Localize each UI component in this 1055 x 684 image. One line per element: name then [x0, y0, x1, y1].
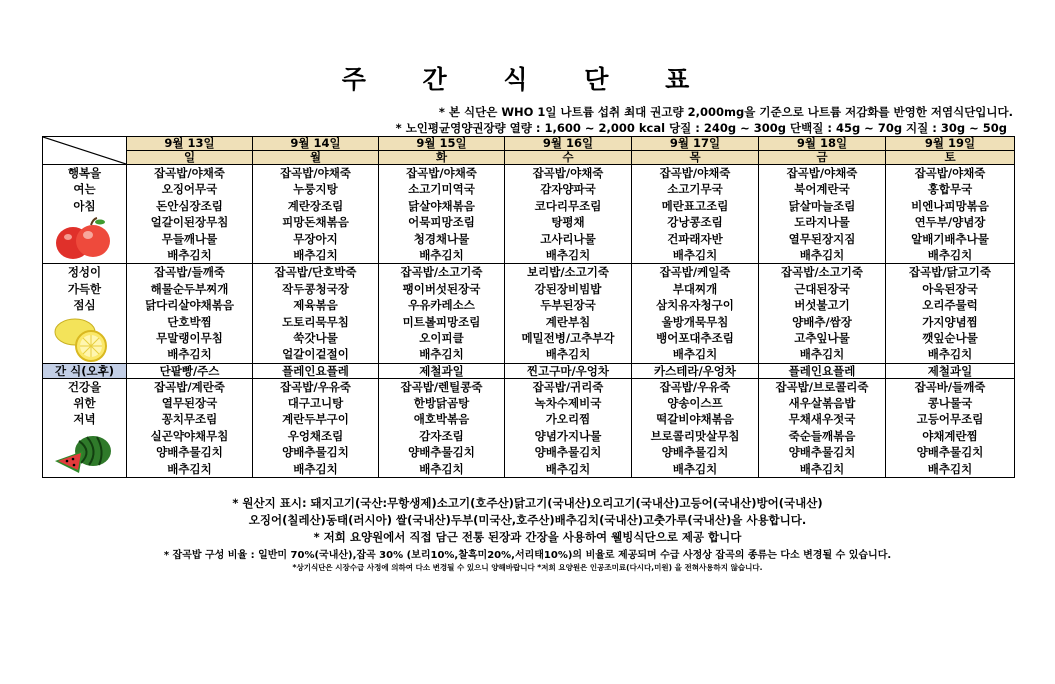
- menu-item: 배추김치: [672, 247, 718, 262]
- soy-note: * 저희 요양원에서 직접 담근 전통 된장과 간장을 사용하여 웰빙식단으로 제공 합니다: [313, 530, 742, 544]
- menu-item: 배추김치: [672, 347, 718, 362]
- menu-item: 무들깨나물: [161, 231, 218, 246]
- menu-item: 해물순두부찌개: [150, 281, 229, 296]
- menu-item: 잡곡밥/야채죽: [406, 166, 477, 180]
- menu-item: 배추김치: [799, 461, 845, 476]
- menu-item: 단호박찜: [167, 314, 212, 329]
- menu-item: 배추김치: [799, 347, 845, 362]
- menu-item: 얼갈이겉절이: [282, 347, 349, 362]
- disclaimer-note: *상기식단은 시장수급 사정에 의하여 다소 변경될 수 있으니 양해바랍니다 *저희 요양원은 인공조미료(다시다,미원) 을 전혀사용하지 않습니다.: [292, 563, 763, 572]
- menu-item: 배추김치: [927, 461, 973, 476]
- nutrition-note: * 노인평균영양권장량 열량 : 1,600 ~ 2,000 kcal 당질 : 240g ~ 300g 단백질 : 45g ~ 70g 지질 : 30g ~ 50g: [395, 121, 1007, 135]
- menu-item: 잡곡밥/야채죽: [914, 166, 986, 180]
- menu-item: 메란표고조림: [661, 198, 729, 213]
- menu-item: 죽순들깨볶음: [788, 428, 856, 443]
- menu-item: 무채새우젓국: [788, 412, 856, 427]
- menu-item: 잡곡밥/우유죽: [659, 379, 731, 394]
- menu-item: 돈안심장조림: [156, 198, 223, 213]
- dinner-day-cell: [886, 378, 1015, 477]
- dinner-day-cell: [632, 378, 759, 477]
- menu-item: 녹차수제비국: [534, 396, 602, 411]
- diagonal-line: [43, 137, 126, 164]
- menu-item: 배추김치: [545, 247, 591, 262]
- menu-item: 배추김치: [293, 247, 338, 262]
- dinner-day-cell: [759, 378, 886, 477]
- snack-cell: 제철과일: [379, 363, 505, 378]
- menu-item: 도토리묵무침: [282, 314, 349, 329]
- dinner-label: [43, 378, 127, 477]
- menu-item: 아욱된장국: [922, 281, 978, 296]
- date-cell: 9월 17일: [632, 137, 759, 151]
- menu-item: 콩나물국: [927, 396, 973, 411]
- menu-item: 잡곡밥/케일죽: [659, 265, 731, 280]
- breakfast-day-cell: [505, 165, 632, 264]
- menu-item: 우유카레소스: [408, 298, 475, 313]
- menu-item: 대구고니탕: [287, 396, 344, 411]
- weekday-cell: 토: [886, 151, 1015, 165]
- breakfast-day-cell: [632, 165, 759, 264]
- menu-item: 실곤약야채무침: [150, 428, 229, 443]
- menu-item: 잡곡밥/우유죽: [280, 379, 351, 394]
- snack-cell: 제철과일: [886, 363, 1015, 378]
- snack-row: [43, 363, 1015, 378]
- menu-item: 양배추/쌈장: [792, 314, 852, 329]
- menu-item: 건파래자반: [667, 231, 723, 246]
- menu-item: 한방닭곰탕: [413, 396, 470, 411]
- menu-item: 뱅어포대추조림: [656, 330, 734, 345]
- menu-item: 배추김치: [545, 347, 591, 362]
- menu-item: 누룽지탕: [293, 182, 338, 197]
- menu-item: 배추김치: [167, 461, 212, 476]
- dinner-row: [43, 378, 1015, 477]
- menu-item: 미트볼피망조림: [402, 314, 481, 329]
- menu-item: 양배추물김치: [408, 445, 475, 460]
- menu-item: 배추김치: [167, 247, 212, 262]
- menu-item: 잡곡밥/소고기죽: [781, 265, 863, 280]
- weekday-cell: 목: [632, 151, 759, 165]
- menu-item: 잡곡밥/닭고기죽: [909, 265, 991, 280]
- breakfast-label: [43, 165, 127, 264]
- lunch-day-cell: [759, 264, 886, 363]
- sodium-note: * 본 식단은 WHO 1일 나트륨 섭취 최대 권고량 2,000mg을 기준으로 나트륨 저감화를 반영한 저염식단입니다.: [438, 105, 1013, 119]
- date-cell: 9월 19일: [886, 137, 1015, 151]
- menu-item: 잡곡밥/야채죽: [532, 166, 604, 180]
- grain-note: * 잡곡밥 구성 비율 : 일반미 70%(국내산),잡곡 30% (보리10%,찰흑미20%,서리태10%)의 비율로 제공되며 수급 사정상 잡곡의 종류는 다소 변경될 수 있습니다.: [163, 550, 892, 561]
- menu-item: 탕평채: [551, 215, 585, 230]
- menu-item: 잡곡밥/단호박죽: [274, 265, 357, 280]
- menu-item: 고추잎나물: [794, 330, 850, 345]
- menu-item: 배추김치: [419, 347, 464, 362]
- menu-item: 감자양파국: [540, 182, 596, 197]
- menu-item: 잡곡밥/브로콜리죽: [775, 379, 869, 394]
- menu-item: 배추김치: [927, 347, 973, 362]
- menu-item: 부대찌개: [672, 281, 718, 296]
- menu-item: 배추김치: [799, 247, 845, 262]
- menu-item: 양배추물김치: [916, 445, 984, 460]
- menu-item: 브로콜리맛살무침: [650, 428, 740, 443]
- menu-item: 소고기미역국: [408, 182, 475, 197]
- menu-item: 고사리나물: [540, 231, 596, 246]
- meal-label-line: 정성이: [67, 265, 102, 280]
- menu-item: 피망돈채볶음: [282, 215, 349, 230]
- menu-item: 배추김치: [419, 461, 464, 476]
- menu-item: 배추김치: [927, 247, 973, 262]
- breakfast-row: [43, 165, 1015, 264]
- meal-label-line: 여는: [73, 182, 96, 197]
- menu-item: 배추김치: [672, 461, 718, 476]
- menu-item: 청경채나물: [413, 231, 470, 246]
- menu-item: 잡곡밥/귀리죽: [532, 379, 604, 394]
- menu-item: 울방개묵무침: [661, 314, 729, 329]
- watermelon-icon: [53, 431, 115, 475]
- menu-item: 어묵피망조림: [408, 215, 475, 230]
- menu-item: 가오리찜: [545, 412, 591, 427]
- menu-item: 배추김치: [419, 247, 464, 262]
- menu-item: 잡곡밥/야채죽: [280, 166, 351, 180]
- meal-label-line: 점심: [73, 298, 96, 313]
- lemon-icon: [53, 314, 115, 364]
- menu-item: 양배추물김치: [156, 445, 223, 460]
- menu-item: 팽이버섯된장국: [402, 281, 481, 296]
- date-cell: 9월 13일: [127, 137, 253, 151]
- menu-item: 오이피클: [419, 330, 464, 345]
- breakfast-day-cell: [379, 165, 505, 264]
- menu-item: 메밀전병/고추부각: [521, 330, 615, 345]
- weekday-cell: 월: [253, 151, 379, 165]
- menu-item: 닭살야채볶음: [408, 198, 475, 213]
- menu-item: 도라지나물: [794, 215, 850, 230]
- menu-item: 닭살마늘조림: [788, 198, 856, 213]
- page-title: 주 간 식 단 표: [341, 65, 714, 94]
- menu-item: 열무된장지짐: [788, 231, 856, 246]
- apple-icon: [53, 217, 115, 261]
- menu-item: 강낭콩조림: [667, 215, 723, 230]
- menu-item: 얼갈이된장무침: [150, 215, 229, 230]
- lunch-day-cell: [505, 264, 632, 363]
- meal-label-line: 가득한: [67, 281, 102, 296]
- weekday-cell: 화: [379, 151, 505, 165]
- menu-item: 소고기무국: [667, 182, 723, 197]
- menu-item: 양배추물김치: [534, 445, 602, 460]
- menu-item: 무장아지: [293, 231, 338, 246]
- menu-item: 북어계란국: [794, 182, 850, 197]
- menu-item: 꽁치무조림: [161, 412, 218, 427]
- menu-item: 잡곡밥/야채죽: [659, 166, 731, 180]
- menu-item: 애호박볶음: [413, 412, 470, 427]
- menu-item: 근대된장국: [794, 281, 850, 296]
- menu-item: 잡곡밥/야채죽: [154, 166, 225, 180]
- menu-item: 배추김치: [293, 461, 338, 476]
- menu-item: 삼치유자청구이: [656, 298, 734, 313]
- dinner-day-cell: [127, 378, 253, 477]
- dinner-day-cell: [379, 378, 505, 477]
- menu-item: 잡곡밥/렌틸콩죽: [400, 379, 483, 394]
- menu-item: 양배추물김치: [788, 445, 856, 460]
- menu-item: 깻잎순나물: [922, 330, 978, 345]
- lunch-row: [43, 264, 1015, 363]
- date-row: [43, 137, 1015, 151]
- origin-note-2: 오징어(칠레산)동태(러시아) 쌀(국내산)두부(미국산,호주산)배추김치(국내산)고춧가루(국내산)을 사용합니다.: [248, 513, 807, 527]
- corner-cell: [43, 137, 127, 165]
- meal-label-line: 행복을: [67, 166, 102, 180]
- snack-label: 간 식(오후): [43, 363, 127, 378]
- menu-item: 닭다리살야채볶음: [145, 298, 234, 313]
- menu-item: 보리밥/소고기죽: [527, 265, 609, 280]
- weekday-cell: 일: [127, 151, 253, 165]
- snack-cell: 찐고구마/우엉차: [505, 363, 632, 378]
- menu-item: 계란장조림: [287, 198, 344, 213]
- menu-item: 야채계란찜: [922, 428, 978, 443]
- menu-item: 오징어무국: [161, 182, 218, 197]
- menu-item: 가지양념찜: [922, 314, 978, 329]
- weekday-cell: 금: [759, 151, 886, 165]
- meal-label-line: 위한: [73, 396, 96, 411]
- menu-item: 배추김치: [167, 347, 212, 362]
- lunch-day-cell: [886, 264, 1015, 363]
- menu-item: 버섯불고기: [794, 298, 850, 313]
- menu-item: 우엉채조림: [287, 428, 344, 443]
- weekday-row: [43, 151, 1015, 165]
- snack-cell: 단팥빵/주스: [127, 363, 253, 378]
- snack-cell: 플레인요플레: [759, 363, 886, 378]
- menu-item: 양념가지나물: [534, 428, 602, 443]
- date-cell: 9월 14일: [253, 137, 379, 151]
- menu-item: 새우살볶음밥: [788, 396, 856, 411]
- menu-item: 배추김치: [545, 461, 591, 476]
- breakfast-day-cell: [886, 165, 1015, 264]
- menu-item: 오리주물럭: [922, 298, 978, 313]
- menu-item: 알배기배추나물: [911, 231, 989, 246]
- weekly-menu-table: [42, 136, 1015, 478]
- meal-label-line: 아침: [73, 198, 96, 213]
- menu-item: 고등어무조림: [916, 412, 984, 427]
- menu-item: 계란부침: [545, 314, 591, 329]
- meal-label-line: 건강을: [67, 379, 102, 394]
- dinner-day-cell: [253, 378, 379, 477]
- menu-item: 양송이스프: [667, 396, 723, 411]
- lunch-day-cell: [253, 264, 379, 363]
- menu-item: 열무된장국: [161, 396, 218, 411]
- breakfast-day-cell: [127, 165, 253, 264]
- menu-item: 작두콩청국장: [282, 281, 349, 296]
- menu-item: 쑥갓나물: [293, 330, 338, 345]
- menu-item: 코다리무조림: [534, 198, 602, 213]
- breakfast-day-cell: [759, 165, 886, 264]
- menu-item: 잡곡밥/야채죽: [786, 166, 858, 180]
- menu-item: 연두부/양념장: [914, 215, 986, 230]
- menu-item: 두부된장국: [540, 298, 596, 313]
- menu-item: 양배추물김치: [282, 445, 349, 460]
- menu-item: 제육볶음: [293, 298, 338, 313]
- menu-item: 양배추물김치: [661, 445, 729, 460]
- lunch-day-cell: [632, 264, 759, 363]
- meal-label-line: 저녁: [73, 412, 96, 427]
- lunch-day-cell: [379, 264, 505, 363]
- date-cell: 9월 18일: [759, 137, 886, 151]
- menu-item: 잡곡밥/들깨죽: [154, 265, 225, 280]
- breakfast-day-cell: [253, 165, 379, 264]
- lunch-day-cell: [127, 264, 253, 363]
- origin-note: * 원산지 표시: 돼지고기(국산:무항생제)소고기(호주산)닭고기(국내산)오리고기(국내산)고등어(국내산)방어(국내산): [232, 496, 823, 510]
- menu-item: 잡곡밥/소고기죽: [400, 265, 483, 280]
- menu-item: 떡갈비야채볶음: [656, 412, 734, 427]
- menu-item: 잡곡바/들깨죽: [914, 379, 986, 394]
- snack-cell: 카스테라/우엉차: [632, 363, 759, 378]
- menu-item: 홍합무국: [927, 182, 973, 197]
- menu-item: 강된장비빔밥: [534, 281, 602, 296]
- date-cell: 9월 15일: [379, 137, 505, 151]
- menu-item: 무말랭이무침: [156, 330, 223, 345]
- lunch-label: [43, 264, 127, 363]
- menu-item: 비엔나피망볶음: [911, 198, 989, 213]
- menu-item: 감자조림: [419, 428, 464, 443]
- menu-item: 계란두부구이: [282, 412, 349, 427]
- menu-item: 잡곡밥/계란죽: [154, 379, 225, 394]
- snack-cell: 플레인요플레: [253, 363, 379, 378]
- date-cell: 9월 16일: [505, 137, 632, 151]
- dinner-day-cell: [505, 378, 632, 477]
- weekday-cell: 수: [505, 151, 632, 165]
